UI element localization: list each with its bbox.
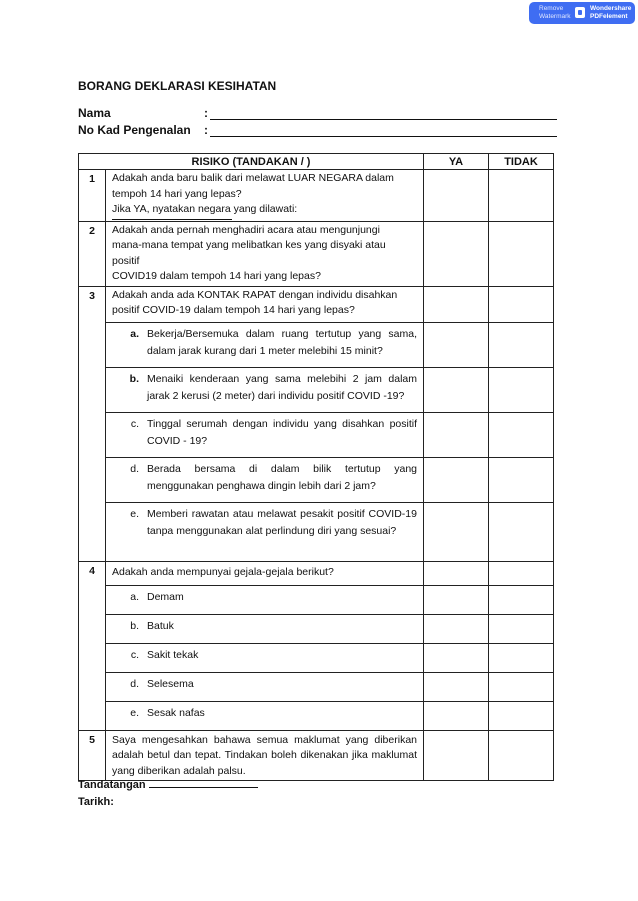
sub-question-row bbox=[79, 367, 554, 412]
ic-colon: : bbox=[204, 123, 208, 137]
table-row bbox=[79, 286, 554, 322]
question-line: Adakah anda mempunyai gejala-gejala berikut? bbox=[112, 565, 334, 578]
name-field[interactable] bbox=[210, 119, 557, 120]
ic-field[interactable] bbox=[210, 136, 557, 137]
yes-checkbox[interactable] bbox=[424, 412, 489, 457]
yes-checkbox[interactable] bbox=[424, 221, 489, 286]
table-row bbox=[79, 221, 554, 286]
sub-question bbox=[106, 585, 424, 614]
sub-question bbox=[106, 367, 424, 412]
sub-text: Menaiki kenderaan yang sama melebihi 2 jam dalam jarak 2 kerusi (2 meter) dari individu positif COVID -19? bbox=[147, 372, 417, 402]
question-line: COVID19 dalam tempoh 14 hari yang lepas? bbox=[112, 270, 321, 282]
row-number: 4 bbox=[79, 561, 106, 730]
sub-letter: d. bbox=[130, 677, 139, 690]
sub-question-row bbox=[79, 672, 554, 701]
no-checkbox[interactable] bbox=[489, 701, 554, 730]
no-checkbox[interactable] bbox=[489, 672, 554, 701]
sub-question bbox=[106, 614, 424, 643]
sub-question-row bbox=[79, 643, 554, 672]
sub-question-row bbox=[79, 585, 554, 614]
question-line: tempoh 14 hari yang lepas? bbox=[112, 187, 242, 200]
sub-question bbox=[106, 457, 424, 502]
no-checkbox[interactable] bbox=[489, 730, 554, 781]
remove-watermark-label bbox=[539, 5, 571, 20]
no-checkbox[interactable] bbox=[489, 221, 554, 286]
sub-letter: b. bbox=[129, 372, 139, 385]
sub-question bbox=[106, 412, 424, 457]
question-text bbox=[106, 221, 424, 286]
declaration-table bbox=[78, 153, 554, 781]
no-checkbox[interactable] bbox=[489, 412, 554, 457]
yes-checkbox[interactable] bbox=[424, 286, 489, 322]
yes-checkbox[interactable] bbox=[424, 502, 489, 561]
question-line: mana-mana tempat yang melibatkan kes yang disyaki atau bbox=[112, 239, 386, 251]
sub-question-row bbox=[79, 412, 554, 457]
sub-text: Sesak nafas bbox=[147, 706, 205, 719]
table-header-row bbox=[79, 154, 554, 170]
name-label: Nama bbox=[78, 106, 111, 120]
row-number: 1 bbox=[79, 170, 106, 222]
no-checkbox[interactable] bbox=[489, 585, 554, 614]
sub-letter: a. bbox=[130, 327, 139, 340]
form-title: BORANG DEKLARASI KESIHATAN bbox=[78, 79, 277, 93]
no-checkbox[interactable] bbox=[489, 286, 554, 322]
sub-letter: a. bbox=[130, 590, 139, 603]
header-no: TIDAK bbox=[489, 154, 554, 170]
watermark-label: Watermark bbox=[539, 12, 571, 20]
header-risk: RISIKO (TANDAKAN / ) bbox=[79, 154, 424, 170]
yes-checkbox[interactable] bbox=[424, 701, 489, 730]
sub-text: Berada bersama di dalam bilik tertutup yang menggunakan penghawa dingin lebih dari 2 jam? bbox=[147, 462, 417, 492]
sub-question bbox=[106, 701, 424, 730]
yes-checkbox[interactable] bbox=[424, 170, 489, 222]
sub-question-row bbox=[79, 701, 554, 730]
sub-question bbox=[106, 672, 424, 701]
yes-checkbox[interactable] bbox=[424, 322, 489, 367]
question-text bbox=[106, 170, 424, 222]
table-row bbox=[79, 170, 554, 222]
sub-text: Batuk bbox=[147, 619, 174, 632]
yes-checkbox[interactable] bbox=[424, 561, 489, 585]
country-blank[interactable] bbox=[112, 218, 232, 220]
remove-label: Remove bbox=[539, 5, 564, 12]
brand-label bbox=[590, 5, 631, 20]
sub-text: Selesema bbox=[147, 677, 194, 690]
brand-line1: Wondershare bbox=[590, 5, 632, 12]
no-checkbox[interactable] bbox=[489, 614, 554, 643]
row-number: 3 bbox=[79, 286, 106, 561]
question-line: Adakah anda ada KONTAK RAPAT dengan individu disahkan bbox=[112, 288, 398, 301]
no-checkbox[interactable] bbox=[489, 457, 554, 502]
question-line: positif bbox=[112, 254, 140, 267]
header-yes: YA bbox=[424, 154, 489, 170]
yes-checkbox[interactable] bbox=[424, 730, 489, 781]
signature-label: Tandatangan bbox=[78, 779, 146, 791]
yes-checkbox[interactable] bbox=[424, 585, 489, 614]
table-row bbox=[79, 561, 554, 585]
sub-letter: b. bbox=[130, 619, 139, 632]
no-checkbox[interactable] bbox=[489, 170, 554, 222]
sub-text: Demam bbox=[147, 590, 184, 603]
no-checkbox[interactable] bbox=[489, 502, 554, 561]
question-line-text: Jika YA, nyatakan negara yang dilawati: bbox=[112, 203, 298, 215]
sub-question-row bbox=[79, 322, 554, 367]
no-checkbox[interactable] bbox=[489, 643, 554, 672]
no-checkbox[interactable] bbox=[489, 322, 554, 367]
yes-checkbox[interactable] bbox=[424, 643, 489, 672]
question-line bbox=[112, 202, 417, 220]
question-text bbox=[106, 286, 424, 322]
sub-question bbox=[106, 643, 424, 672]
table-row bbox=[79, 730, 554, 781]
sub-letter: e. bbox=[130, 706, 139, 719]
sub-question-row bbox=[79, 502, 554, 561]
yes-checkbox[interactable] bbox=[424, 367, 489, 412]
question-line: Adakah anda baru balik dari melawat LUAR NEGARA dalam bbox=[112, 172, 394, 184]
sub-text: Memberi rawatan atau melawat pesakit positif COVID-19 tanpa menggunakan alat perlindung diri yang sesuai? bbox=[147, 507, 417, 537]
sub-letter: c. bbox=[130, 417, 139, 430]
sub-question bbox=[106, 322, 424, 367]
sub-letter: e. bbox=[130, 507, 139, 520]
row-number: 5 bbox=[79, 730, 106, 781]
date-label: Tarikh: bbox=[78, 796, 114, 808]
no-checkbox[interactable] bbox=[489, 367, 554, 412]
sub-letter: c. bbox=[130, 648, 139, 661]
yes-checkbox[interactable] bbox=[424, 672, 489, 701]
sub-question-row bbox=[79, 457, 554, 502]
sub-text: Bekerja/Bersemuka dalam ruang tertutup yang sama, dalam jarak kurang dari 1 meter melebihi 15 minit? bbox=[147, 327, 417, 357]
signature-row bbox=[78, 779, 258, 791]
sub-text: Sakit tekak bbox=[147, 648, 199, 661]
question-line: Adakah anda pernah menghadiri acara atau mengunjungi bbox=[112, 223, 380, 236]
sub-text: Tinggal serumah dengan individu yang disahkan positif COVID - 19? bbox=[147, 417, 417, 447]
ic-label: No Kad Pengenalan bbox=[78, 123, 191, 137]
row-number: 2 bbox=[79, 221, 106, 286]
remove-watermark-badge[interactable] bbox=[529, 2, 635, 24]
signature-field[interactable] bbox=[149, 786, 258, 788]
sub-question-row bbox=[79, 614, 554, 643]
question-text bbox=[106, 561, 424, 585]
sub-letter: d. bbox=[130, 462, 139, 475]
question-text: Saya mengesahkan bahawa semua maklumat yang diberikan adalah betul dan tepat. Tindakan boleh dikenakan jika maklumat yang diberikan adalah palsu. bbox=[106, 730, 424, 781]
yes-checkbox[interactable] bbox=[424, 457, 489, 502]
no-checkbox[interactable] bbox=[489, 561, 554, 585]
brand-line2: PDFelement bbox=[590, 12, 628, 20]
name-colon: : bbox=[204, 106, 208, 120]
yes-checkbox[interactable] bbox=[424, 614, 489, 643]
sub-question bbox=[106, 502, 424, 561]
pdfelement-logo-icon bbox=[575, 7, 585, 18]
question-line: positif COVID-19 dalam tempoh 14 hari yang lepas? bbox=[112, 304, 355, 316]
